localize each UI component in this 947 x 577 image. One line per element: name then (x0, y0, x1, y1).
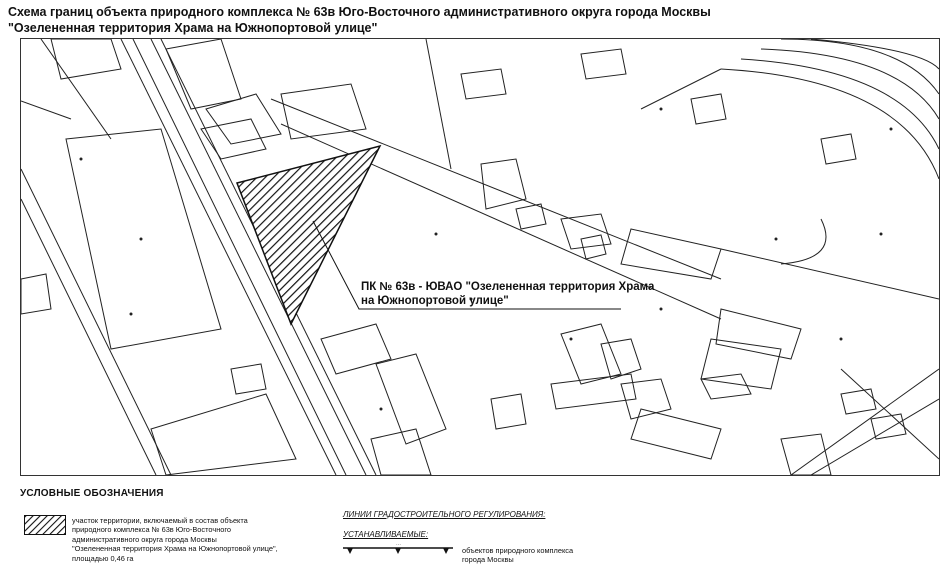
map-title-line2: "Озелененная территория Храма на Южнопортовой улице" (8, 21, 378, 35)
legend-desc-line: "Озелененная территория Храма на Южнопортовой улице", (72, 544, 278, 554)
callout-label-line1: ПК № 63в - ЮВАО "Озелененная территория Храма (361, 281, 655, 293)
legend-hatch-swatch (24, 515, 66, 535)
nature-complex-area[interactable] (237, 146, 380, 324)
regulation-lines-subtitle: УСТАНАВЛИВАЕМЫЕ: (343, 530, 429, 539)
callout-label-line2: на Южнопортовой улице" (361, 295, 509, 307)
legend-desc-line: площадью 0,46 га (72, 553, 134, 563)
reg-desc-line: объектов природного комплекса (462, 546, 574, 555)
legend (0, 478, 947, 577)
legend-hatch-description (72, 516, 332, 563)
legend-heading: УСЛОВНЫЕ ОБОЗНАЧЕНИЯ (20, 488, 164, 499)
regulation-lines-title: ЛИНИИ ГРАДОСТРОИТЕЛЬНОГО РЕГУЛИРОВАНИЯ: (343, 510, 546, 519)
regulation-line-description (462, 546, 573, 565)
svg-text:⋯: ⋯ (396, 544, 401, 548)
survey-marks (80, 108, 893, 411)
legend-desc-line: природного комплекса № 63в Юго-Восточного (72, 525, 232, 535)
map-title (8, 4, 938, 36)
map-frame[interactable] (20, 38, 940, 476)
reg-desc-line: города Москвы (462, 555, 514, 565)
legend-desc-line: участок территории, включаемый в состав объекта (72, 516, 248, 525)
cadastral-map[interactable] (21, 39, 939, 475)
regulation-line-symbol (343, 544, 453, 558)
legend-desc-line: административного округа города Москвы (72, 534, 217, 544)
map-title-line1: Схема границ объекта природного комплекса № 63в Юго-Восточного административного округа города Москвы (8, 5, 711, 19)
road-lines (21, 39, 939, 475)
